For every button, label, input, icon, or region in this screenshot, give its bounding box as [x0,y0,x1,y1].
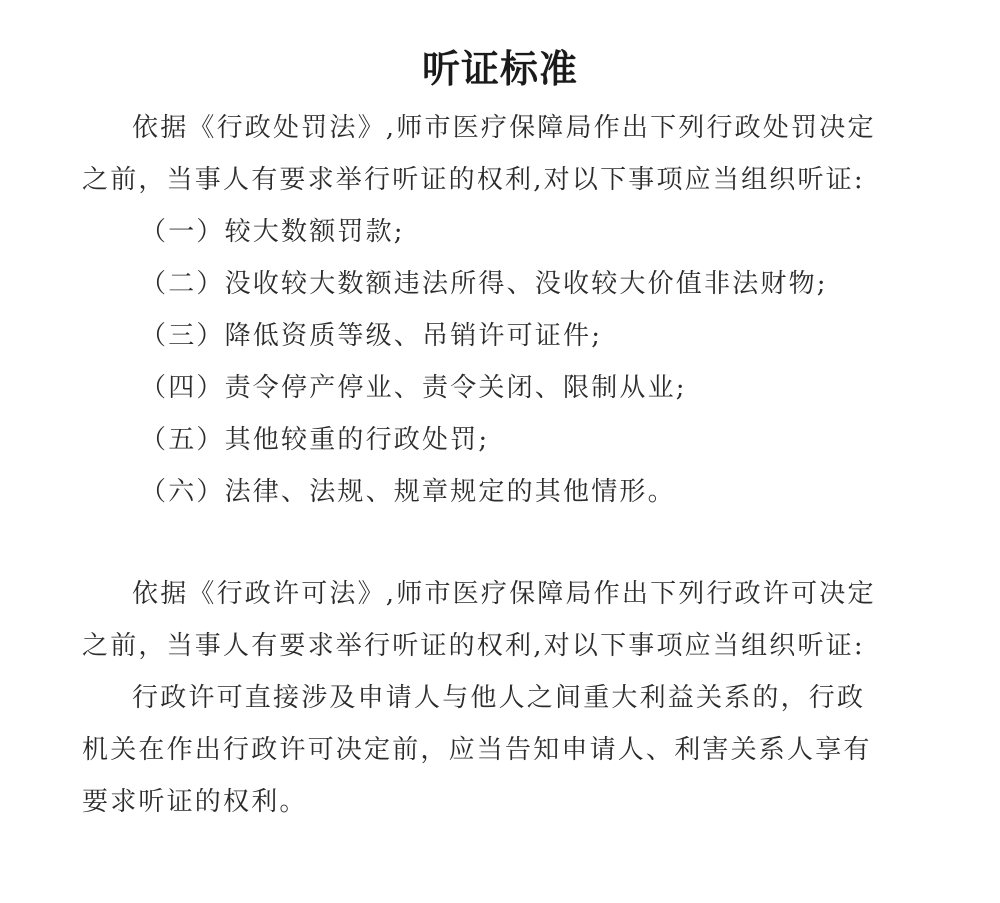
penalty-intro-line-1: 依据《行政处罚法》,师市医疗保障局作出下列行政处罚决定 [132,113,876,143]
penalty-item-5: （五）其他较重的行政处罚; [140,425,490,455]
penalty-item-4: （四）责令停产停业、责令关闭、限制从业; [140,373,687,403]
penalty-intro-line-2: 之前，当事人有要求举行听证的权利,对以下事项应当组织听证: [82,165,865,195]
administrative-penalty-section [82,102,912,518]
penalty-item-1: （一）较大数额罚款; [140,217,405,247]
penalty-item-6: （六）法律、法规、规章规定的其他情形。 [140,477,676,507]
penalty-item-3: （三）降低资质等级、吊销许可证件; [140,321,603,351]
page-title: 听证标准 [421,46,578,91]
administrative-license-section [82,568,912,828]
license-intro-line-1: 依据《行政许可法》,师市医疗保障局作出下列行政许可决定 [132,579,876,609]
penalty-item-2: （二）没收较大数额违法所得、没收较大价值非法财物; [140,269,828,299]
license-intro-line-2: 之前，当事人有要求举行听证的权利,对以下事项应当组织听证: [82,631,865,661]
license-body-line-3: 要求听证的权利。 [82,787,308,817]
license-body-line-1: 行政许可直接涉及申请人与他人之间重大利益关系的，行政 [132,683,866,713]
license-body-line-2: 机关在作出行政许可决定前，应当告知申请人、利害关系人享有 [82,735,872,765]
